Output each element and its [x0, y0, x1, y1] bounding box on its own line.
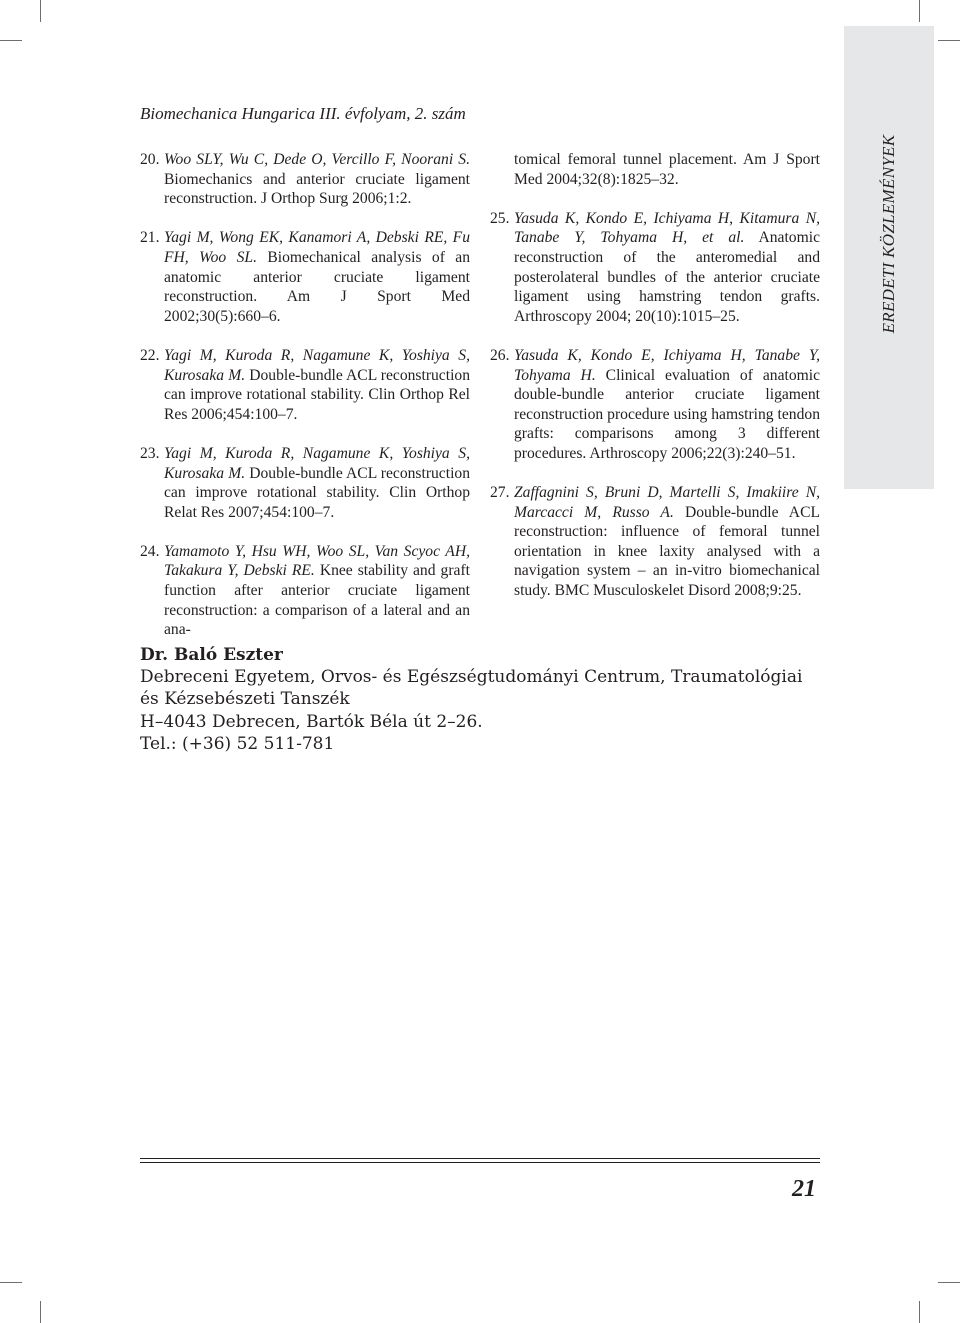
- section-label: EREDETI KÖZLEMÉNYEK: [879, 134, 898, 334]
- reference-text: Double-bundle ACL reconstruction can improve rotational stability. Clin Orthop Rel Res 2006;454:100–7.: [164, 366, 470, 423]
- crop-mark: [40, 1301, 41, 1323]
- crop-mark: [938, 40, 960, 41]
- reference-authors: Yagi M, Kuroda R, Nagamune K, Yoshiya S, Kurosaka M.: [164, 444, 470, 482]
- reference-text: Double-bundle ACL reconstruction: influence of femoral tunnel orientation in knee laxity analysed with a navigation system – an in-vitro biomechanical study. BMC Musculoskelet Disord 2008;9:25.: [514, 503, 820, 600]
- reference-number: 23.: [140, 444, 160, 462]
- reference-authors: Yamamoto Y, Hsu WH, Woo SL, Van Scyoc AH, Takakura Y, Debski RE.: [164, 542, 470, 580]
- crop-mark: [919, 0, 920, 22]
- reference-authors: Zaffagnini S, Bruni D, Martelli S, Imakiire N, Marcacci M, Russo A.: [514, 484, 820, 521]
- reference-item: [490, 346, 820, 464]
- crop-mark: [919, 1301, 920, 1323]
- reference-text: Double-bundle ACL reconstruction can improve rotational stability. Clin Orthop Relat Res 2007;454:100–7.: [164, 464, 470, 521]
- reference-item: [140, 346, 470, 424]
- reference-item: [140, 150, 470, 209]
- running-header: Biomechanica Hungarica III. évfolyam, 2. szám: [140, 104, 466, 123]
- reference-text: Biomechanics and anterior cruciate ligament reconstruction. J Orthop Surg 2006;1:2.: [164, 170, 470, 208]
- reference-authors: Woo SLY, Wu C, Dede O, Vercillo F, Noorani S.: [164, 151, 470, 168]
- crop-mark: [938, 1282, 960, 1283]
- footer-rule: [140, 1158, 820, 1159]
- reference-number: 25.: [490, 209, 510, 227]
- reference-authors: Yasuda K, Kondo E, Ichiyama H, Kitamura N, Tanabe Y, Tohyama H, et al.: [514, 209, 820, 247]
- footer-rule: [140, 1162, 820, 1163]
- reference-number: 27.: [490, 484, 510, 502]
- reference-item: [490, 483, 820, 601]
- crop-mark: [0, 40, 22, 41]
- reference-item: [140, 228, 470, 326]
- reference-number: 26.: [490, 346, 510, 364]
- reference-text: Clinical evaluation of anatomic double-bundle anterior cruciate ligament reconstruction procedure using hamstring tendon grafts: comparisons among 3 different procedures. Arthroscopy 2006;22(3):240–51.: [514, 366, 821, 462]
- address-line: H–4043 Debrecen, Bartók Béla út 2–26.: [140, 711, 483, 732]
- reference-text: Knee stability and graft function after anterior cruciate ligament reconstruction: a comparison of a lateral and an ana-: [164, 562, 470, 639]
- reference-number: 22.: [140, 346, 160, 364]
- reference-authors: Yagi M, Kuroda R, Nagamune K, Yoshiya S, Kurosaka M.: [164, 346, 470, 384]
- address-line: és Kézsebészeti Tanszék: [140, 689, 350, 710]
- reference-text: Biomechanical analysis of an anatomic anterior cruciate ligament reconstruction. Am J Sport Med 2002;30(5):660–6.: [164, 248, 470, 325]
- section-side-tab: [844, 26, 934, 489]
- reference-authors: Yagi M, Wong EK, Kanamori A, Debski RE, Fu FH, Woo SL.: [164, 229, 470, 266]
- reference-item: [490, 209, 820, 327]
- reference-continuation: tomical femoral tunnel placement. Am J Sport Med 2004;32(8):1825–32.: [514, 151, 820, 188]
- reference-text: Anatomic reconstruction of the anteromedial and posterolateral bundles of the anterior cruciate ligament using hamstring tendon grafts. Arthroscopy 2004; 20(10):1015–25.: [514, 229, 820, 325]
- page-number: 21: [792, 1176, 816, 1202]
- reference-number: 21.: [140, 229, 160, 247]
- reference-item: [140, 542, 470, 640]
- correspondence-address: [140, 644, 802, 755]
- reference-item: [140, 444, 470, 522]
- crop-mark: [40, 0, 41, 22]
- crop-mark: [0, 1282, 22, 1283]
- references-left-column: [140, 150, 470, 659]
- reference-number: 20.: [140, 151, 160, 168]
- reference-number: 24.: [140, 542, 160, 560]
- author-name: Dr. Baló Eszter: [140, 645, 283, 665]
- address-line: Debreceni Egyetem, Orvos- és Egészségtudományi Centrum, Traumatológiai: [140, 667, 803, 688]
- address-phone: Tel.: (+36) 52 511-781: [140, 733, 335, 754]
- reference-authors: Yasuda K, Kondo E, Ichiyama H, Tanabe Y, Tohyama H.: [514, 346, 820, 384]
- references-right-column: [490, 150, 820, 620]
